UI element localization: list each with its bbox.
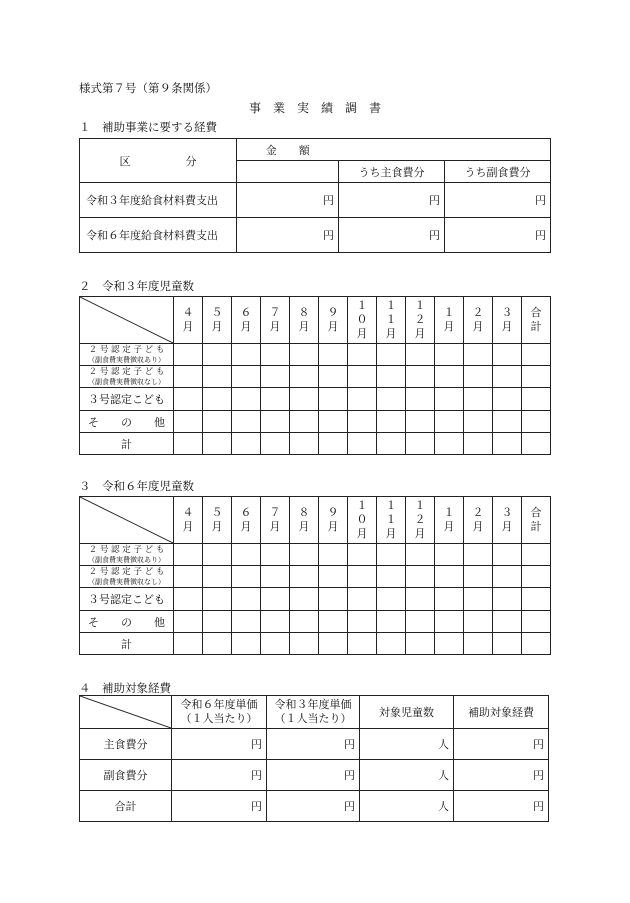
row-label: ２ 号 認 定 子 ど も （副食費実費徴収なし） [80, 566, 174, 588]
count-cell[interactable] [319, 388, 348, 411]
count-cell[interactable] [174, 566, 203, 588]
row-label: 令和６年度給食材料費支出 [80, 218, 237, 253]
count-cell[interactable] [174, 344, 203, 366]
count-cell[interactable] [174, 611, 203, 633]
section3-heading: ３ 令和６年度児童数 [79, 479, 194, 493]
row-label: 副食費分 [80, 760, 172, 791]
count-cell[interactable] [377, 344, 406, 366]
count-cell[interactable] [203, 566, 232, 588]
count-cell[interactable] [290, 611, 319, 633]
count-cell[interactable] [435, 388, 464, 411]
amount-cell[interactable]: 円 [237, 218, 339, 253]
table-row [80, 183, 551, 218]
count-cell[interactable] [377, 411, 406, 433]
count-cell[interactable] [493, 344, 522, 366]
count-cell[interactable] [464, 588, 493, 611]
table-row [80, 729, 549, 760]
table-row [80, 566, 551, 588]
count-cell[interactable] [290, 566, 319, 588]
r3-price-cell[interactable]: 円 [267, 760, 360, 791]
section4-heading: ４ 補助対象経費 [79, 681, 171, 695]
table-row [80, 588, 551, 611]
count-cell[interactable] [203, 633, 232, 655]
count-cell[interactable] [406, 588, 435, 611]
col-kubun-header: 区 分 [80, 139, 237, 183]
count-cell[interactable] [435, 633, 464, 655]
col-shushoku-header: うち主食費分 [339, 161, 445, 183]
count-cell[interactable] [174, 388, 203, 411]
count-cell[interactable] [435, 344, 464, 366]
count-cell[interactable] [203, 366, 232, 388]
shushoku-cell[interactable]: 円 [339, 218, 445, 253]
table-row [80, 366, 551, 388]
count-cell[interactable] [174, 366, 203, 388]
count-cell[interactable] [174, 433, 203, 455]
month-header: ８ 月 [290, 497, 319, 544]
month-header: 合 計 [522, 297, 551, 344]
count-cell[interactable] [435, 411, 464, 433]
count-cell[interactable] [522, 411, 551, 433]
count-cell[interactable] [464, 433, 493, 455]
count-cell[interactable] [493, 588, 522, 611]
count-cell[interactable] [464, 388, 493, 411]
row-label: そ の 他 [80, 411, 174, 433]
count-cell[interactable] [261, 433, 290, 455]
count-cell[interactable] [522, 611, 551, 633]
table-row [80, 411, 551, 433]
diagonal-header-cell [80, 497, 174, 544]
count-cell[interactable] [464, 344, 493, 366]
subsidy-expense-cell[interactable]: 円 [454, 791, 549, 822]
count-cell[interactable] [348, 344, 377, 366]
month-header: ８ 月 [290, 297, 319, 344]
count-cell[interactable] [493, 411, 522, 433]
count-cell[interactable] [377, 611, 406, 633]
children-count-cell[interactable]: 人 [360, 791, 454, 822]
table-row [80, 611, 551, 633]
count-cell[interactable] [290, 433, 319, 455]
count-cell[interactable] [377, 366, 406, 388]
count-cell[interactable] [348, 544, 377, 566]
count-cell[interactable] [232, 611, 261, 633]
count-cell[interactable] [319, 566, 348, 588]
count-cell[interactable] [232, 544, 261, 566]
col-children-count: 対象児童数 [360, 696, 454, 729]
month-header: ６ 月 [232, 297, 261, 344]
month-header: ９ 月 [319, 297, 348, 344]
count-cell[interactable] [261, 544, 290, 566]
count-cell[interactable] [377, 544, 406, 566]
month-header: ３ 月 [493, 297, 522, 344]
table-row [80, 544, 551, 566]
r6-price-cell[interactable]: 円 [172, 729, 267, 760]
count-cell[interactable] [203, 344, 232, 366]
count-cell[interactable] [290, 388, 319, 411]
table-row [80, 633, 551, 655]
count-cell[interactable] [493, 633, 522, 655]
count-cell[interactable] [203, 611, 232, 633]
count-cell[interactable] [435, 544, 464, 566]
count-cell[interactable] [261, 388, 290, 411]
row-label: 令和３年度給食材料費支出 [80, 183, 237, 218]
count-cell[interactable] [290, 633, 319, 655]
count-cell[interactable] [522, 366, 551, 388]
month-header: １ １ 月 [377, 297, 406, 344]
count-cell[interactable] [261, 566, 290, 588]
month-header: ２ 月 [464, 297, 493, 344]
month-header: １ ０ 月 [348, 297, 377, 344]
r6-price-cell[interactable]: 円 [172, 791, 267, 822]
count-cell[interactable] [493, 544, 522, 566]
month-header: ９ 月 [319, 497, 348, 544]
fukushoku-cell[interactable]: 円 [445, 218, 551, 253]
month-header: １ 月 [435, 497, 464, 544]
month-header: １ ０ 月 [348, 497, 377, 544]
r3-price-cell[interactable]: 円 [267, 729, 360, 760]
children-table-r3 [79, 296, 551, 455]
count-cell[interactable] [493, 388, 522, 411]
count-cell[interactable] [290, 366, 319, 388]
table-row [80, 344, 551, 366]
r6-price-cell[interactable]: 円 [172, 760, 267, 791]
count-cell[interactable] [406, 388, 435, 411]
row-label: ３号認定こども [80, 388, 174, 411]
count-cell[interactable] [406, 566, 435, 588]
row-label: ２ 号 認 定 子 ど も （副食費実費徴収なし） [80, 366, 174, 388]
amount-cell[interactable]: 円 [237, 183, 339, 218]
count-cell[interactable] [493, 433, 522, 455]
row-label: ２ 号 認 定 子 ど も （副食費実費徴収あり） [80, 544, 174, 566]
count-cell[interactable] [464, 611, 493, 633]
count-cell[interactable] [261, 611, 290, 633]
count-cell[interactable] [377, 433, 406, 455]
count-cell[interactable] [232, 388, 261, 411]
count-cell[interactable] [406, 544, 435, 566]
count-cell[interactable] [348, 366, 377, 388]
count-cell[interactable] [348, 633, 377, 655]
count-cell[interactable] [261, 366, 290, 388]
count-cell[interactable] [319, 366, 348, 388]
count-cell[interactable] [203, 388, 232, 411]
row-label: そ の 他 [80, 611, 174, 633]
col-r3-price-line1: 令和３年度単価 [274, 698, 352, 711]
count-cell[interactable] [232, 433, 261, 455]
count-cell[interactable] [406, 633, 435, 655]
count-cell[interactable] [377, 588, 406, 611]
count-cell[interactable] [377, 633, 406, 655]
count-cell[interactable] [522, 566, 551, 588]
count-cell[interactable] [261, 344, 290, 366]
col-subsidy-expense: 補助対象経費 [454, 696, 549, 729]
table-row [80, 218, 551, 253]
count-cell[interactable] [406, 433, 435, 455]
count-cell[interactable] [319, 433, 348, 455]
document-title: 事 業 実 績 調 書 [248, 101, 381, 115]
count-cell[interactable] [319, 544, 348, 566]
section1-heading: １ 補助事業に要する経費 [79, 120, 217, 134]
count-cell[interactable] [261, 588, 290, 611]
count-cell[interactable] [522, 588, 551, 611]
count-cell[interactable] [464, 566, 493, 588]
row-label: ３号認定こども [80, 588, 174, 611]
month-header: １ ２ 月 [406, 497, 435, 544]
count-cell[interactable] [232, 366, 261, 388]
count-cell[interactable] [348, 566, 377, 588]
r3-price-cell[interactable]: 円 [267, 791, 360, 822]
count-cell[interactable] [290, 544, 319, 566]
col-kingaku-header: 金 額 [237, 139, 339, 161]
count-cell[interactable] [377, 388, 406, 411]
count-cell[interactable] [493, 366, 522, 388]
count-cell[interactable] [522, 344, 551, 366]
month-header: ３ 月 [493, 497, 522, 544]
section2-heading: ２ 令和３年度児童数 [79, 279, 194, 293]
count-cell[interactable] [348, 433, 377, 455]
col-r6-price-line1: 令和６年度単価 [180, 698, 258, 711]
subsidy-expense-cell[interactable]: 円 [454, 729, 549, 760]
count-cell[interactable] [435, 366, 464, 388]
diagonal-header-cell [80, 297, 174, 344]
children-count-cell[interactable]: 人 [360, 760, 454, 791]
count-cell[interactable] [406, 411, 435, 433]
subsidy-expense-cell[interactable]: 円 [454, 760, 549, 791]
month-header: １ １ 月 [377, 497, 406, 544]
count-cell[interactable] [406, 611, 435, 633]
count-cell[interactable] [406, 366, 435, 388]
count-cell[interactable] [261, 411, 290, 433]
month-header: １ 月 [435, 297, 464, 344]
row-label: 合計 [80, 791, 172, 822]
row-label: 主食費分 [80, 729, 172, 760]
col-r6-price-line2: （１人当たり） [180, 712, 258, 725]
month-header: ２ 月 [464, 497, 493, 544]
children-count-cell[interactable]: 人 [360, 729, 454, 760]
month-header: ４ 月 [174, 297, 203, 344]
subsidy-table [79, 695, 549, 822]
count-cell[interactable] [522, 544, 551, 566]
count-cell[interactable] [261, 633, 290, 655]
count-cell[interactable] [435, 566, 464, 588]
count-cell[interactable] [232, 633, 261, 655]
count-cell[interactable] [290, 344, 319, 366]
count-cell[interactable] [348, 411, 377, 433]
count-cell[interactable] [232, 588, 261, 611]
count-cell[interactable] [203, 588, 232, 611]
count-cell[interactable] [522, 633, 551, 655]
count-cell[interactable] [522, 433, 551, 455]
count-cell[interactable] [203, 544, 232, 566]
count-cell[interactable] [290, 411, 319, 433]
count-cell[interactable] [232, 344, 261, 366]
shushoku-cell[interactable]: 円 [339, 183, 445, 218]
col-r3-price-line2: （１人当たり） [274, 712, 352, 725]
row-label: 計 [80, 433, 174, 455]
table-row [80, 433, 551, 455]
count-cell[interactable] [319, 588, 348, 611]
count-cell[interactable] [203, 411, 232, 433]
count-cell[interactable] [464, 411, 493, 433]
count-cell[interactable] [493, 566, 522, 588]
count-cell[interactable] [174, 633, 203, 655]
children-table-r6 [79, 496, 551, 655]
row-label: ２ 号 認 定 子 ど も （副食費実費徴収あり） [80, 344, 174, 366]
month-header: ７ 月 [261, 497, 290, 544]
count-cell[interactable] [174, 588, 203, 611]
count-cell[interactable] [348, 611, 377, 633]
count-cell[interactable] [348, 588, 377, 611]
count-cell[interactable] [406, 344, 435, 366]
count-cell[interactable] [464, 633, 493, 655]
fukushoku-cell[interactable]: 円 [445, 183, 551, 218]
diagonal-header-cell [80, 696, 172, 729]
count-cell[interactable] [435, 588, 464, 611]
expense-table [79, 138, 551, 253]
month-header: 合 計 [522, 497, 551, 544]
count-cell[interactable] [174, 411, 203, 433]
count-cell[interactable] [377, 566, 406, 588]
table-row [80, 791, 549, 822]
count-cell[interactable] [232, 411, 261, 433]
count-cell[interactable] [203, 433, 232, 455]
count-cell[interactable] [348, 388, 377, 411]
month-header: ５ 月 [203, 297, 232, 344]
row-label: 計 [80, 633, 174, 655]
count-cell[interactable] [290, 588, 319, 611]
form-number: 様式第７号（第９条関係） [79, 81, 217, 95]
col-fukushoku-header: うち副食費分 [445, 161, 551, 183]
month-header: １ ２ 月 [406, 297, 435, 344]
count-cell[interactable] [493, 611, 522, 633]
month-header: ５ 月 [203, 497, 232, 544]
count-cell[interactable] [435, 611, 464, 633]
month-header: ４ 月 [174, 497, 203, 544]
count-cell[interactable] [319, 611, 348, 633]
count-cell[interactable] [435, 433, 464, 455]
count-cell[interactable] [464, 544, 493, 566]
table-row [80, 388, 551, 411]
count-cell[interactable] [522, 388, 551, 411]
month-header: ６ 月 [232, 497, 261, 544]
count-cell[interactable] [232, 566, 261, 588]
month-header: ７ 月 [261, 297, 290, 344]
count-cell[interactable] [319, 344, 348, 366]
count-cell[interactable] [319, 411, 348, 433]
count-cell[interactable] [319, 633, 348, 655]
count-cell[interactable] [174, 544, 203, 566]
count-cell[interactable] [464, 366, 493, 388]
table-row [80, 760, 549, 791]
